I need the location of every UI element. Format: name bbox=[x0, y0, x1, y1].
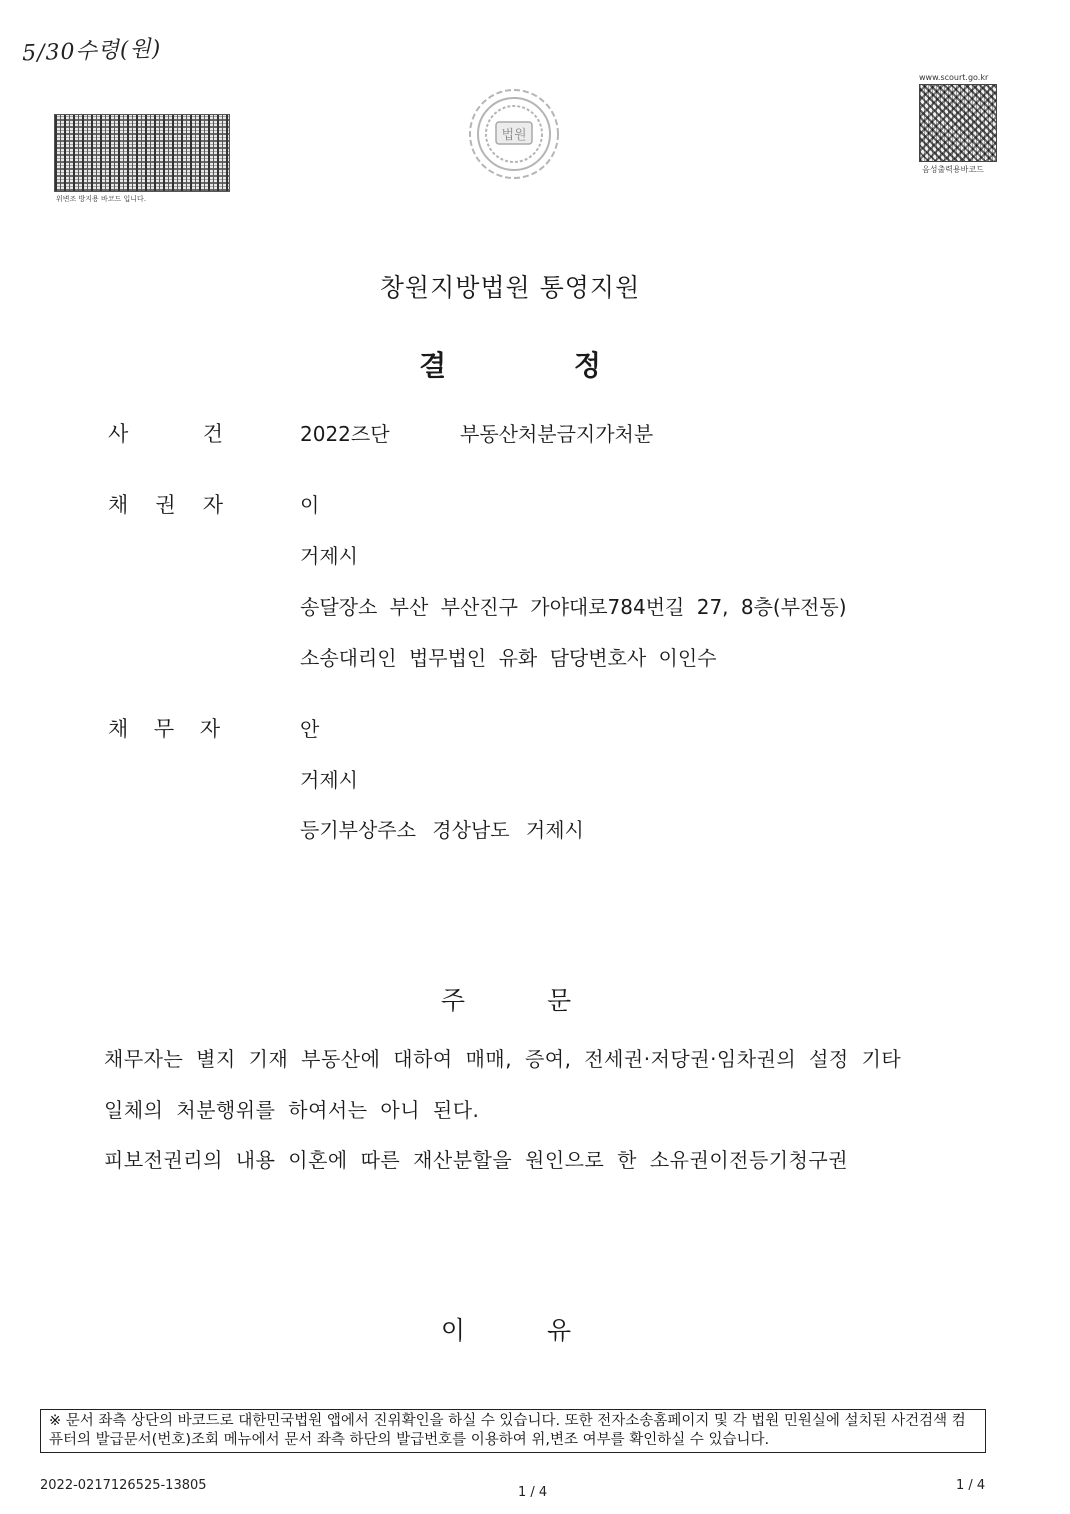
case-number: 2022즈단 bbox=[300, 422, 390, 446]
anti-forgery-barcode-caption: 위변조 방지용 바코드 입니다. bbox=[56, 195, 147, 203]
issue-number: 2022-0217126525-13805 bbox=[40, 1478, 207, 1493]
order-heading: 주 문 bbox=[440, 986, 572, 1015]
audio-output-barcode bbox=[919, 84, 997, 162]
creditor-name: 이 bbox=[300, 493, 320, 517]
debtor-city: 거제시 bbox=[300, 768, 358, 792]
reason-heading: 이 유 bbox=[440, 1316, 572, 1345]
page-number-right: 1 / 4 bbox=[956, 1478, 986, 1493]
anti-forgery-barcode bbox=[54, 114, 230, 192]
document-title: 결 정 bbox=[419, 349, 601, 382]
creditor-attorney: 소송대리인 법무법인 유화 담당변호사 이인수 bbox=[300, 646, 717, 670]
authenticity-notice: ※ 문서 좌측 상단의 바코드로 대한민국법원 앱에서 진위확인을 하실 수 있습니다. 또한 전자소송홈페이지 및 각 법원 민원실에 설치된 사건검색 컴퓨터의 발급문서(번호)조회 메뉴에서 문서 좌측 하단의 발급번호를 이용하여 위,변조 여부를 확인하실 수 있습니다. bbox=[40, 1409, 986, 1453]
page-number-center: 1 / 4 bbox=[518, 1485, 548, 1500]
handwritten-note: 5/30수령(원) bbox=[21, 36, 162, 67]
creditor-service-address: 송달장소 부산 부산진구 가야대로784번길 27, 8층(부전동) bbox=[300, 595, 847, 619]
court-seal-text: 법원 bbox=[501, 128, 527, 143]
order-line-3: 피보전권리의 내용 이혼에 따른 재산분할을 원인으로 한 소유권이전등기청구권 bbox=[104, 1148, 849, 1172]
case-label: 사 건 bbox=[108, 422, 223, 446]
audio-output-barcode-caption: 음성출력용바코드 bbox=[922, 165, 984, 174]
case-name: 부동산처분금지가처분 bbox=[460, 422, 654, 446]
order-line-1: 채무자는 별지 기재 부동산에 대하여 매매, 증여, 전세권·저당권·임차권의 설정 기타 bbox=[104, 1047, 902, 1071]
order-line-2: 일체의 처분행위를 하여서는 아니 된다. bbox=[104, 1098, 480, 1122]
debtor-name: 안 bbox=[300, 717, 320, 741]
court-website-url: www.scourt.go.kr bbox=[919, 73, 989, 82]
creditor-city: 거제시 bbox=[300, 544, 358, 568]
creditor-label: 채 권 자 bbox=[108, 493, 223, 517]
court-name: 창원지방법원 통영지원 bbox=[379, 273, 641, 302]
debtor-registered-address: 등기부상주소 경상남도 거제시 bbox=[300, 818, 584, 842]
court-seal bbox=[466, 86, 562, 182]
debtor-label: 채 무 자 bbox=[108, 717, 220, 741]
